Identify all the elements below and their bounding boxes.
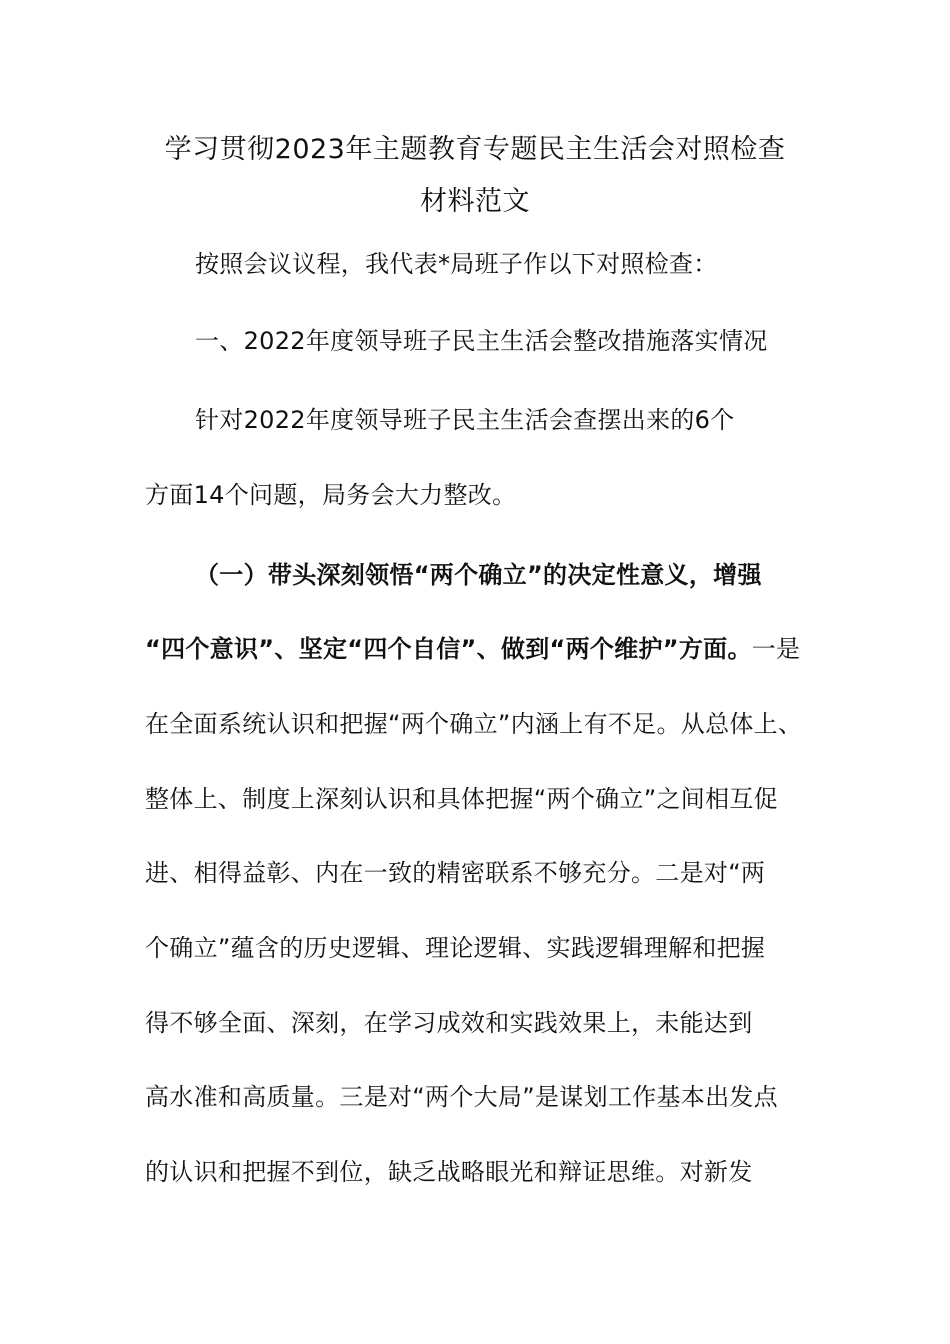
paragraph-line: 高水准和高质量。三是对“两个大局”是谋划工作基本出发点 [145,1083,778,1111]
paragraph-line: 整体上、制度上深刻认识和具体把握“两个确立”之间相互促 [145,785,778,813]
document-title-line-1: 学习贯彻2023年主题教育专题民主生活会对照检查 [164,134,786,165]
paragraph-line [145,633,800,665]
subsection-heading-continued: “四个意识”、坚定“四个自信”、做到“两个维护”方面。 [145,635,752,663]
paragraph-line: 进、相得益彰、内在一致的精密联系不够充分。二是对“两 [145,859,766,887]
paragraph-text: 一是 [751,635,801,663]
intro-paragraph: 按照会议议程，我代表*局班子作以下对照检查： [195,250,718,278]
section-heading: 一、2022年度领导班子民主生活会整改措施落实情况 [195,327,768,355]
paragraph-line: 针对2022年度领导班子民主生活会查摆出来的6个 [195,406,735,434]
paragraph-line: 的认识和把握不到位，缺乏战略眼光和辩证思维。对新发 [145,1158,753,1186]
document-title-line-2: 材料范文 [420,186,530,217]
paragraph-line: 方面14个问题，局务会大力整改。 [145,481,517,509]
paragraph-line: 个确立”蕴含的历史逻辑、理论逻辑、实践逻辑理解和把握 [145,934,766,962]
paragraph-line: 在全面系统认识和把握“两个确立”内涵上有不足。从总体上、 [145,710,803,738]
paragraph-line: 得不够全面、深刻，在学习成效和实践效果上，未能达到 [145,1009,753,1037]
subsection-heading: （一）带头深刻领悟“两个确立”的决定性意义，增强 [195,561,762,589]
